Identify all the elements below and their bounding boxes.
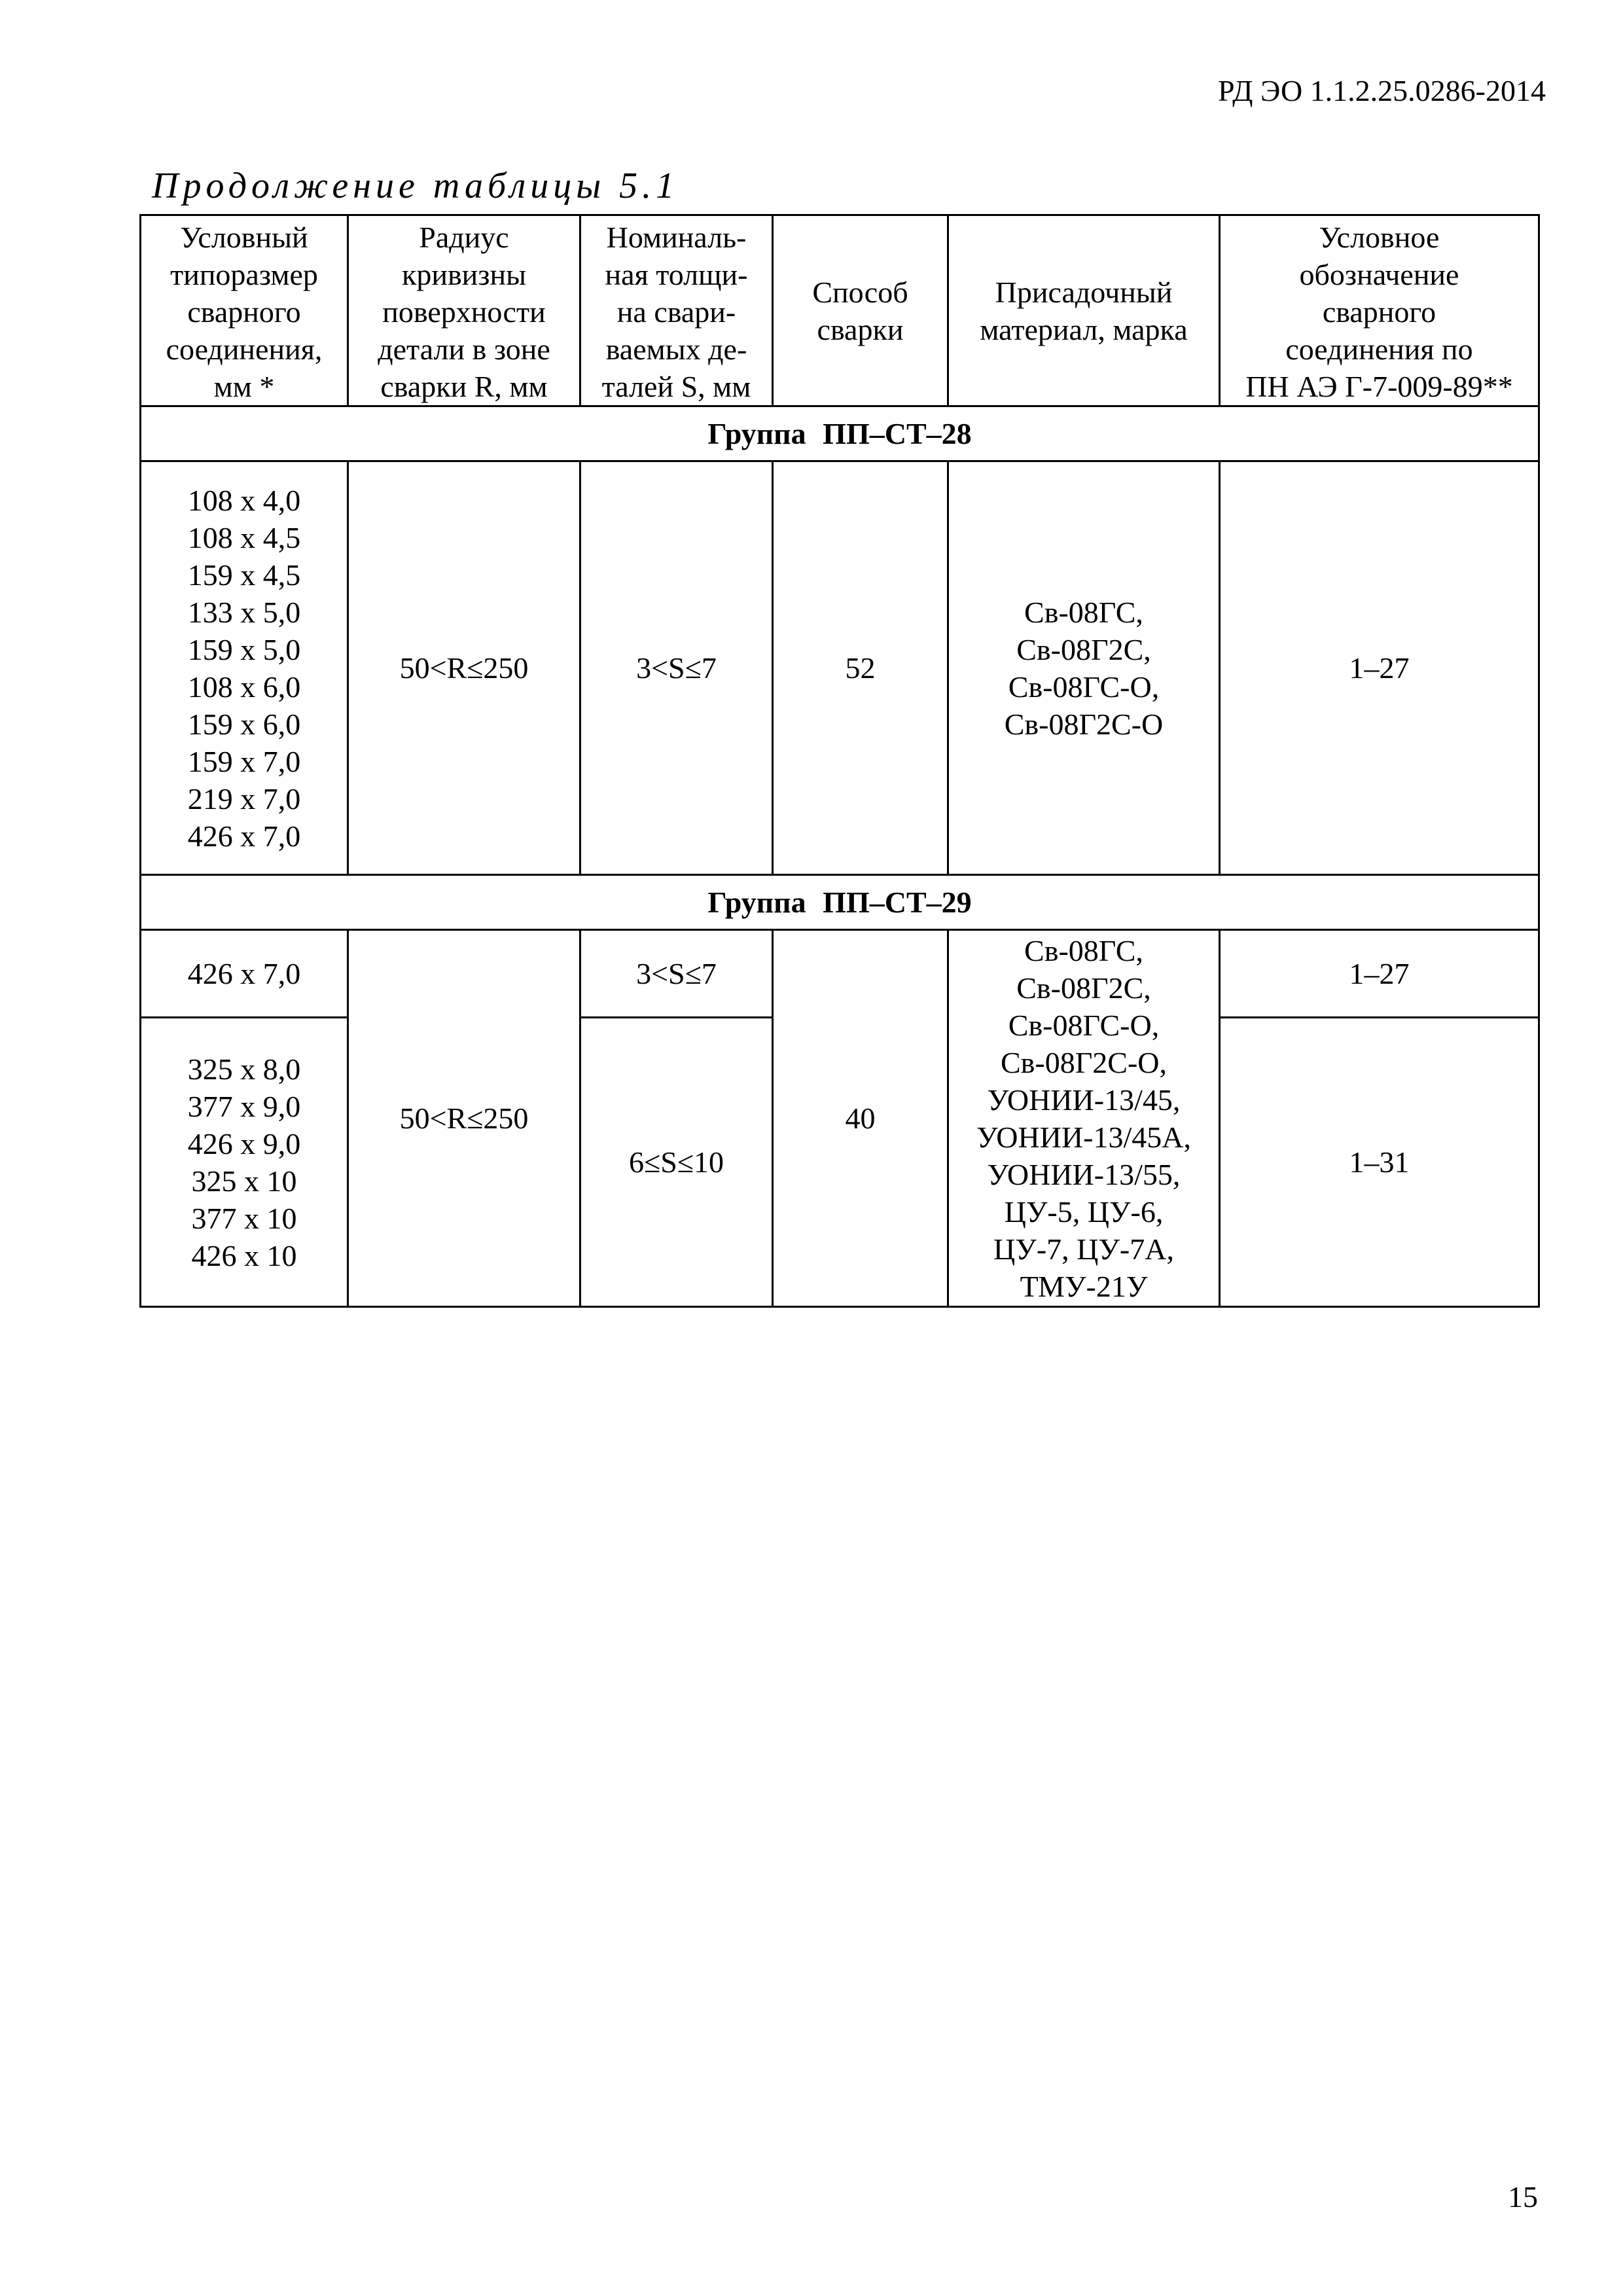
cell-line: 426 х 7,0 [187,819,301,853]
cell-line: 219 х 7,0 [187,781,301,816]
header-method [773,215,948,406]
cell-line: Условный [180,221,308,254]
cell-line: 426 х 9,0 [187,1126,301,1160]
cell-line: 108 х 4,5 [187,520,301,554]
group-28-radius: 50<R≤250 [348,461,580,875]
cell-line: УОНИИ-13/45, [987,1083,1181,1117]
group-29-materials [948,930,1220,1307]
document-code: РД ЭО 1.1.2.25.0286-2014 [1218,74,1546,107]
cell-line: 159 х 5,0 [187,632,301,666]
cell-line: сварного [187,295,301,329]
cell-line: 108 х 4,0 [187,483,301,517]
group-28-designation: 1–27 [1220,461,1539,875]
cell-line: 108 х 6,0 [187,670,301,704]
group-28-method: 52 [773,461,948,875]
cell-line: Св-08ГС, [1024,595,1143,629]
group-29-data-row-1 [141,930,1539,1018]
cell-line: мм * [213,370,275,403]
cell-line: обозначение [1299,258,1459,291]
cell-line: УОНИИ-13/45А, [976,1120,1191,1154]
group-29-title: Группа ПП–СТ–29 [141,875,1539,930]
cell-line: соединения, [166,332,323,366]
cell-line: ЦУ-7, ЦУ-7А, [993,1232,1174,1266]
group-28-thickness: 3<S≤7 [580,461,773,875]
cell-line: сварки [817,312,904,346]
cell-line: 325 х 8,0 [187,1052,301,1086]
cell-line: типоразмер [170,258,318,291]
cell-line: сварки R, мм [380,370,548,403]
cell-line: Св-08ГС, [1024,933,1143,967]
cell-line: ТМУ-21У [1020,1269,1148,1303]
group-28-title: Группа ПП–СТ–28 [141,406,1539,461]
cell-line: ПН АЭ Г-7-009-89** [1245,370,1513,403]
cell-line: кривизны [402,258,526,291]
cell-line: детали в зоне [378,332,550,366]
cell-line: Св-08ГС-О, [1008,670,1160,704]
group-29-thickness-2: 6≤S≤10 [580,1018,773,1307]
cell-line: ЦУ-5, ЦУ-6, [1004,1194,1164,1229]
cell-line: Присадочный [995,275,1173,309]
cell-line: 426 х 10 [191,1238,297,1272]
group-28-sizes [141,461,348,875]
group-29-thickness-1: 3<S≤7 [580,930,773,1018]
cell-line: 159 х 7,0 [187,744,301,778]
cell-line: Св-08Г2С, [1016,971,1151,1005]
page-number: 15 [1508,2180,1538,2214]
cell-line: на свари- [616,295,736,329]
cell-line: ная толщи- [605,258,748,291]
cell-line: Способ [812,275,908,309]
cell-line: 426 х 7,0 [187,957,301,990]
cell-line: соединения по [1285,332,1473,366]
group-29-designation-1: 1–27 [1220,930,1539,1018]
welding-table [139,214,1540,1308]
cell-line: поверхности [382,295,546,329]
table-caption: Продолжение таблицы 5.1 [152,166,679,206]
cell-line: 377 х 10 [191,1201,297,1235]
group-28-data-row [141,461,1539,875]
cell-line: Св-08Г2С-О [1004,707,1164,741]
header-radius [348,215,580,406]
group-29-designation-2: 1–31 [1220,1018,1539,1307]
cell-line: Условное [1319,221,1440,254]
cell-line: сварного [1322,295,1436,329]
header-row [141,215,1539,406]
group-28-row [141,406,1539,461]
cell-line: Св-08Г2С-О, [1000,1045,1168,1079]
header-material [948,215,1220,406]
cell-line: Св-08ГС-О, [1008,1008,1160,1042]
cell-line: 159 х 4,5 [187,558,301,592]
cell-line: ваемых де- [605,332,747,366]
group-29-row [141,875,1539,930]
header-designation [1220,215,1539,406]
cell-line: материал, марка [980,312,1188,346]
group-29-method: 40 [773,930,948,1307]
group-28-materials [948,461,1220,875]
cell-line: 133 х 5,0 [187,595,301,629]
cell-line: УОНИИ-13/55, [987,1157,1181,1191]
group-29-radius: 50<R≤250 [348,930,580,1307]
group-29-sizes-2 [141,1018,348,1307]
group-29-sizes-1 [141,930,348,1018]
cell-line: 159 х 6,0 [187,707,301,741]
header-thickness [580,215,773,406]
cell-line: Номиналь- [606,221,747,254]
cell-line: Радиус [419,221,509,254]
cell-line: 377 х 9,0 [187,1089,301,1123]
cell-line: Св-08Г2С, [1016,632,1151,666]
cell-line: талей S, мм [601,370,751,403]
cell-line: 325 х 10 [191,1164,297,1198]
header-size [141,215,348,406]
